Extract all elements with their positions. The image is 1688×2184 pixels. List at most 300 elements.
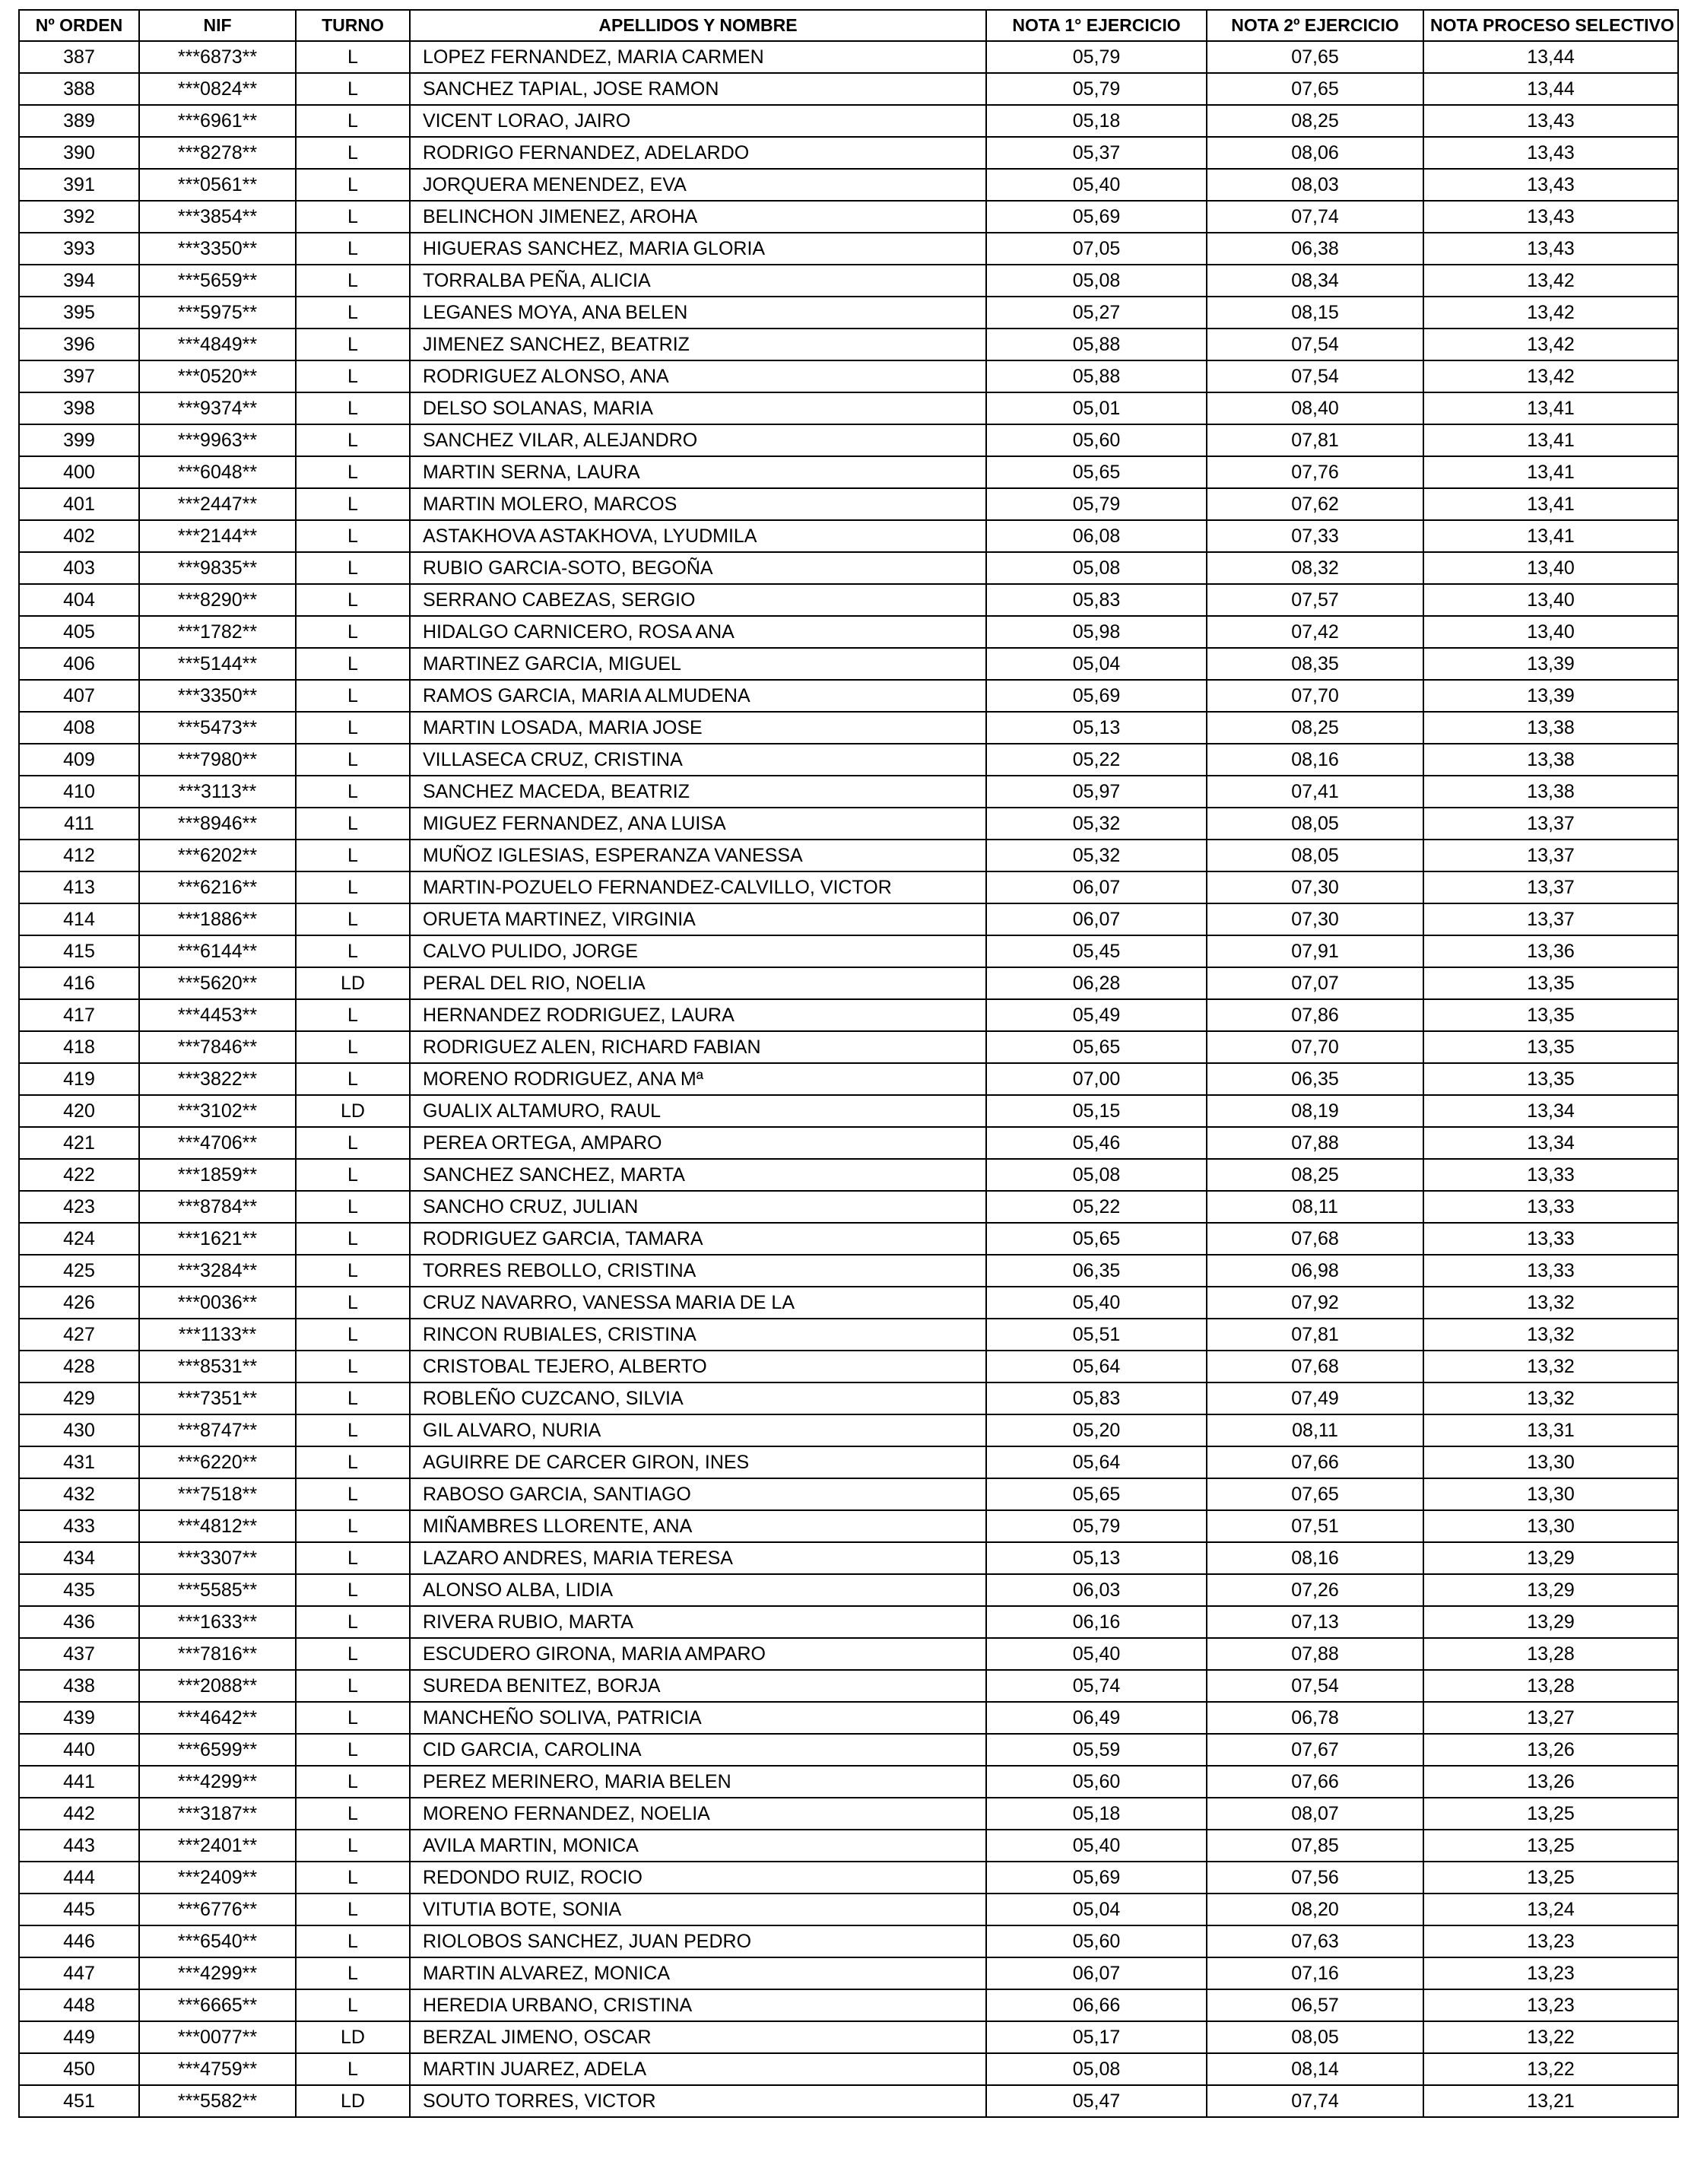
table-row [19, 1989, 1678, 2021]
cell-nota-2: 07,66 [1207, 1766, 1423, 1798]
cell-nif: ***0036** [139, 1287, 296, 1319]
cell-turno: L [296, 1670, 410, 1702]
cell-nota-final: 13,33 [1423, 1255, 1678, 1287]
cell-orden: 424 [19, 1223, 139, 1255]
cell-nombre: MORENO RODRIGUEZ, ANA Mª [410, 1063, 986, 1095]
cell-nota-1: 05,69 [986, 680, 1207, 712]
cell-nota-1: 07,00 [986, 1063, 1207, 1095]
cell-turno: L [296, 776, 410, 808]
table-row [19, 392, 1678, 424]
cell-nota-1: 05,49 [986, 999, 1207, 1031]
cell-nota-2: 07,85 [1207, 1830, 1423, 1862]
cell-nota-final: 13,41 [1423, 488, 1678, 520]
cell-turno: L [296, 392, 410, 424]
cell-nota-final: 13,39 [1423, 648, 1678, 680]
cell-nota-1: 05,64 [986, 1446, 1207, 1478]
cell-orden: 420 [19, 1095, 139, 1127]
cell-nota-1: 05,88 [986, 360, 1207, 392]
cell-turno: L [296, 1255, 410, 1287]
cell-turno: LD [296, 2021, 410, 2053]
cell-nota-2: 07,92 [1207, 1287, 1423, 1319]
cell-nota-1: 05,32 [986, 808, 1207, 840]
cell-nota-2: 07,68 [1207, 1351, 1423, 1382]
cell-nota-final: 13,37 [1423, 808, 1678, 840]
cell-orden: 387 [19, 41, 139, 73]
table-row [19, 1255, 1678, 1287]
cell-nota-1: 06,08 [986, 520, 1207, 552]
cell-nif: ***5582** [139, 2085, 296, 2117]
cell-nif: ***8784** [139, 1191, 296, 1223]
table-row [19, 201, 1678, 233]
cell-nota-1: 06,66 [986, 1989, 1207, 2021]
cell-turno: L [296, 808, 410, 840]
cell-orden: 448 [19, 1989, 139, 2021]
cell-nota-1: 05,32 [986, 840, 1207, 871]
cell-nota-2: 08,32 [1207, 552, 1423, 584]
cell-orden: 430 [19, 1414, 139, 1446]
cell-nombre: PEREZ MERINERO, MARIA BELEN [410, 1766, 986, 1798]
cell-turno: L [296, 297, 410, 329]
cell-nota-1: 06,07 [986, 871, 1207, 903]
cell-nombre: JORQUERA MENENDEZ, EVA [410, 169, 986, 201]
cell-orden: 434 [19, 1542, 139, 1574]
cell-nombre: HEREDIA URBANO, CRISTINA [410, 1989, 986, 2021]
cell-nif: ***4642** [139, 1702, 296, 1734]
cell-orden: 441 [19, 1766, 139, 1798]
cell-orden: 392 [19, 201, 139, 233]
cell-nif: ***9835** [139, 552, 296, 584]
cell-turno: L [296, 520, 410, 552]
cell-nombre: MARTIN LOSADA, MARIA JOSE [410, 712, 986, 744]
cell-nombre: ASTAKHOVA ASTAKHOVA, LYUDMILA [410, 520, 986, 552]
table-row [19, 1734, 1678, 1766]
cell-nif: ***6216** [139, 871, 296, 903]
cell-nota-final: 13,32 [1423, 1319, 1678, 1351]
cell-turno: L [296, 360, 410, 392]
table-body [19, 41, 1678, 2117]
cell-nota-2: 07,81 [1207, 1319, 1423, 1351]
cell-nota-final: 13,28 [1423, 1670, 1678, 1702]
cell-nif: ***6599** [139, 1734, 296, 1766]
cell-nombre: TORRES REBOLLO, CRISTINA [410, 1255, 986, 1287]
cell-nota-final: 13,30 [1423, 1446, 1678, 1478]
cell-nombre: RAMOS GARCIA, MARIA ALMUDENA [410, 680, 986, 712]
cell-turno: L [296, 552, 410, 584]
cell-nota-final: 13,30 [1423, 1510, 1678, 1542]
table-row [19, 552, 1678, 584]
cell-nombre: CRUZ NAVARRO, VANESSA MARIA DE LA [410, 1287, 986, 1319]
table-row [19, 1351, 1678, 1382]
cell-nota-final: 13,40 [1423, 616, 1678, 648]
cell-nombre: CID GARCIA, CAROLINA [410, 1734, 986, 1766]
cell-nombre: MUÑOZ IGLESIAS, ESPERANZA VANESSA [410, 840, 986, 871]
cell-nif: ***8747** [139, 1414, 296, 1446]
cell-orden: 439 [19, 1702, 139, 1734]
cell-nota-2: 07,57 [1207, 584, 1423, 616]
cell-nombre: RUBIO GARCIA-SOTO, BEGOÑA [410, 552, 986, 584]
cell-nif: ***8290** [139, 584, 296, 616]
cell-turno: L [296, 1734, 410, 1766]
cell-nif: ***7351** [139, 1382, 296, 1414]
table-row [19, 2053, 1678, 2085]
cell-orden: 403 [19, 552, 139, 584]
column-header-nota-final: NOTA PROCESO SELECTIVO [1423, 10, 1678, 41]
table-row [19, 1063, 1678, 1095]
cell-orden: 426 [19, 1287, 139, 1319]
cell-nif: ***3307** [139, 1542, 296, 1574]
cell-orden: 388 [19, 73, 139, 105]
cell-nif: ***6776** [139, 1894, 296, 1925]
cell-nota-final: 13,42 [1423, 297, 1678, 329]
cell-nif: ***9374** [139, 392, 296, 424]
cell-nota-final: 13,44 [1423, 41, 1678, 73]
cell-turno: L [296, 935, 410, 967]
cell-nota-2: 08,25 [1207, 105, 1423, 137]
cell-nota-final: 13,32 [1423, 1351, 1678, 1382]
cell-turno: L [296, 1510, 410, 1542]
cell-nota-2: 07,33 [1207, 520, 1423, 552]
cell-orden: 409 [19, 744, 139, 776]
cell-nota-1: 07,05 [986, 233, 1207, 265]
cell-nota-2: 07,74 [1207, 2085, 1423, 2117]
cell-nif: ***2401** [139, 1830, 296, 1862]
cell-nota-1: 05,27 [986, 297, 1207, 329]
cell-nota-1: 05,40 [986, 169, 1207, 201]
cell-nif: ***3187** [139, 1798, 296, 1830]
cell-nota-final: 13,25 [1423, 1830, 1678, 1862]
results-table [18, 9, 1679, 2118]
cell-nota-final: 13,36 [1423, 935, 1678, 967]
cell-nota-1: 05,40 [986, 1287, 1207, 1319]
table-row [19, 297, 1678, 329]
cell-nif: ***0824** [139, 73, 296, 105]
cell-orden: 427 [19, 1319, 139, 1351]
cell-orden: 451 [19, 2085, 139, 2117]
table-row [19, 105, 1678, 137]
table-row [19, 1478, 1678, 1510]
table-row [19, 2021, 1678, 2053]
cell-turno: L [296, 1414, 410, 1446]
cell-turno: L [296, 1606, 410, 1638]
cell-orden: 444 [19, 1862, 139, 1894]
cell-nota-1: 05,04 [986, 1894, 1207, 1925]
cell-nombre: MIÑAMBRES LLORENTE, ANA [410, 1510, 986, 1542]
cell-nif: ***1633** [139, 1606, 296, 1638]
cell-orden: 423 [19, 1191, 139, 1223]
cell-nif: ***6540** [139, 1925, 296, 1957]
cell-nota-2: 07,74 [1207, 201, 1423, 233]
cell-nota-2: 08,25 [1207, 1159, 1423, 1191]
cell-orden: 390 [19, 137, 139, 169]
cell-nif: ***9963** [139, 424, 296, 456]
cell-orden: 445 [19, 1894, 139, 1925]
cell-nombre: MIGUEZ FERNANDEZ, ANA LUISA [410, 808, 986, 840]
cell-nota-1: 06,49 [986, 1702, 1207, 1734]
cell-nota-2: 08,14 [1207, 2053, 1423, 2085]
cell-nota-2: 07,65 [1207, 1478, 1423, 1510]
cell-nif: ***0561** [139, 169, 296, 201]
cell-nombre: GIL ALVARO, NURIA [410, 1414, 986, 1446]
table-row [19, 137, 1678, 169]
cell-nota-1: 05,79 [986, 1510, 1207, 1542]
cell-nombre: HERNANDEZ RODRIGUEZ, LAURA [410, 999, 986, 1031]
cell-nota-2: 06,98 [1207, 1255, 1423, 1287]
cell-nota-1: 05,40 [986, 1638, 1207, 1670]
cell-nota-2: 07,86 [1207, 999, 1423, 1031]
table-row [19, 1287, 1678, 1319]
table-row [19, 903, 1678, 935]
cell-nota-final: 13,22 [1423, 2021, 1678, 2053]
cell-nota-2: 08,34 [1207, 265, 1423, 297]
cell-orden: 437 [19, 1638, 139, 1670]
table-row [19, 808, 1678, 840]
table-row [19, 1510, 1678, 1542]
cell-nombre: RODRIGO FERNANDEZ, ADELARDO [410, 137, 986, 169]
column-header-nota-1: NOTA 1° EJERCICIO [986, 10, 1207, 41]
cell-nota-final: 13,33 [1423, 1191, 1678, 1223]
table-row [19, 1127, 1678, 1159]
cell-nif: ***7816** [139, 1638, 296, 1670]
table-row [19, 616, 1678, 648]
table-row [19, 1894, 1678, 1925]
cell-nombre: RIVERA RUBIO, MARTA [410, 1606, 986, 1638]
cell-orden: 413 [19, 871, 139, 903]
cell-turno: L [296, 1542, 410, 1574]
cell-nota-1: 05,88 [986, 329, 1207, 360]
cell-turno: L [296, 1127, 410, 1159]
cell-turno: L [296, 2053, 410, 2085]
table-row [19, 360, 1678, 392]
cell-nota-2: 08,19 [1207, 1095, 1423, 1127]
cell-orden: 442 [19, 1798, 139, 1830]
cell-nif: ***4706** [139, 1127, 296, 1159]
cell-nota-final: 13,43 [1423, 137, 1678, 169]
table-row [19, 1382, 1678, 1414]
cell-nota-final: 13,29 [1423, 1542, 1678, 1574]
cell-nota-1: 05,83 [986, 584, 1207, 616]
cell-nota-final: 13,25 [1423, 1798, 1678, 1830]
cell-turno: L [296, 488, 410, 520]
cell-nota-1: 05,18 [986, 1798, 1207, 1830]
cell-nota-1: 05,64 [986, 1351, 1207, 1382]
cell-turno: L [296, 1382, 410, 1414]
cell-nota-2: 08,16 [1207, 744, 1423, 776]
cell-orden: 425 [19, 1255, 139, 1287]
cell-turno: L [296, 1638, 410, 1670]
cell-nif: ***3350** [139, 680, 296, 712]
cell-nota-2: 07,49 [1207, 1382, 1423, 1414]
cell-nota-final: 13,35 [1423, 967, 1678, 999]
cell-nota-2: 07,68 [1207, 1223, 1423, 1255]
cell-nombre: HIGUERAS SANCHEZ, MARIA GLORIA [410, 233, 986, 265]
table-row [19, 1159, 1678, 1191]
cell-nif: ***2409** [139, 1862, 296, 1894]
cell-nombre: VILLASECA CRUZ, CRISTINA [410, 744, 986, 776]
cell-turno: L [296, 1478, 410, 1510]
cell-orden: 396 [19, 329, 139, 360]
cell-nif: ***3102** [139, 1095, 296, 1127]
cell-nota-1: 06,35 [986, 1255, 1207, 1287]
table-row [19, 1925, 1678, 1957]
cell-nota-2: 08,03 [1207, 169, 1423, 201]
cell-nif: ***5975** [139, 297, 296, 329]
cell-nif: ***4299** [139, 1957, 296, 1989]
cell-nota-2: 06,38 [1207, 233, 1423, 265]
cell-nota-1: 05,65 [986, 1031, 1207, 1063]
cell-nombre: ROBLEÑO CUZCANO, SILVIA [410, 1382, 986, 1414]
cell-nombre: JIMENEZ SANCHEZ, BEATRIZ [410, 329, 986, 360]
cell-nota-final: 13,23 [1423, 1925, 1678, 1957]
cell-nombre: LEGANES MOYA, ANA BELEN [410, 297, 986, 329]
cell-nif: ***3350** [139, 233, 296, 265]
cell-nota-2: 07,70 [1207, 680, 1423, 712]
cell-turno: LD [296, 2085, 410, 2117]
cell-nota-2: 07,13 [1207, 1606, 1423, 1638]
cell-orden: 395 [19, 297, 139, 329]
table-row [19, 1798, 1678, 1830]
cell-orden: 391 [19, 169, 139, 201]
table-row [19, 1670, 1678, 1702]
cell-nota-2: 08,11 [1207, 1191, 1423, 1223]
column-header-turno: TURNO [296, 10, 410, 41]
cell-nif: ***5144** [139, 648, 296, 680]
cell-nota-2: 07,07 [1207, 967, 1423, 999]
cell-turno: L [296, 201, 410, 233]
cell-nota-2: 06,78 [1207, 1702, 1423, 1734]
cell-orden: 449 [19, 2021, 139, 2053]
cell-nota-final: 13,29 [1423, 1574, 1678, 1606]
cell-nif: ***5473** [139, 712, 296, 744]
cell-turno: L [296, 744, 410, 776]
cell-nota-1: 05,60 [986, 1925, 1207, 1957]
cell-turno: L [296, 648, 410, 680]
cell-turno: L [296, 105, 410, 137]
cell-turno: L [296, 1702, 410, 1734]
cell-nota-2: 07,41 [1207, 776, 1423, 808]
cell-nota-1: 05,46 [986, 1127, 1207, 1159]
cell-nota-2: 07,54 [1207, 329, 1423, 360]
table-row [19, 1957, 1678, 1989]
cell-nota-final: 13,29 [1423, 1606, 1678, 1638]
cell-nota-1: 06,07 [986, 903, 1207, 935]
cell-nif: ***1782** [139, 616, 296, 648]
cell-turno: LD [296, 967, 410, 999]
column-header-nif: NIF [139, 10, 296, 41]
cell-orden: 400 [19, 456, 139, 488]
cell-nota-2: 07,65 [1207, 41, 1423, 73]
cell-nombre: SANCHEZ MACEDA, BEATRIZ [410, 776, 986, 808]
cell-nif: ***4849** [139, 329, 296, 360]
cell-orden: 419 [19, 1063, 139, 1095]
cell-turno: L [296, 1287, 410, 1319]
cell-nombre: SANCHEZ VILAR, ALEJANDRO [410, 424, 986, 456]
table-row [19, 1862, 1678, 1894]
table-row [19, 73, 1678, 105]
cell-nombre: MORENO FERNANDEZ, NOELIA [410, 1798, 986, 1830]
cell-nombre: SANCHEZ TAPIAL, JOSE RAMON [410, 73, 986, 105]
cell-turno: L [296, 1989, 410, 2021]
cell-nota-1: 05,60 [986, 1766, 1207, 1798]
cell-nota-2: 07,26 [1207, 1574, 1423, 1606]
cell-nota-final: 13,23 [1423, 1957, 1678, 1989]
table-row [19, 744, 1678, 776]
cell-nif: ***0520** [139, 360, 296, 392]
cell-nif: ***4453** [139, 999, 296, 1031]
cell-nif: ***5659** [139, 265, 296, 297]
table-row [19, 169, 1678, 201]
cell-nota-2: 07,16 [1207, 1957, 1423, 1989]
cell-nota-final: 13,38 [1423, 744, 1678, 776]
cell-nota-2: 07,56 [1207, 1862, 1423, 1894]
cell-nota-final: 13,27 [1423, 1702, 1678, 1734]
cell-nota-1: 05,13 [986, 712, 1207, 744]
cell-nif: ***3854** [139, 201, 296, 233]
cell-nota-final: 13,39 [1423, 680, 1678, 712]
cell-turno: L [296, 1223, 410, 1255]
table-row [19, 776, 1678, 808]
cell-nota-final: 13,34 [1423, 1127, 1678, 1159]
table-row [19, 1446, 1678, 1478]
cell-nota-2: 07,30 [1207, 903, 1423, 935]
cell-nota-1: 05,15 [986, 1095, 1207, 1127]
cell-nota-1: 06,07 [986, 1957, 1207, 1989]
cell-nota-2: 06,57 [1207, 1989, 1423, 2021]
cell-orden: 405 [19, 616, 139, 648]
cell-nota-2: 08,07 [1207, 1798, 1423, 1830]
cell-orden: 429 [19, 1382, 139, 1414]
cell-nota-2: 07,66 [1207, 1446, 1423, 1478]
cell-nota-2: 08,15 [1207, 297, 1423, 329]
cell-turno: L [296, 456, 410, 488]
cell-nota-2: 07,88 [1207, 1638, 1423, 1670]
cell-nota-1: 05,59 [986, 1734, 1207, 1766]
cell-nombre: PERAL DEL RIO, NOELIA [410, 967, 986, 999]
cell-nif: ***8278** [139, 137, 296, 169]
cell-nombre: RINCON RUBIALES, CRISTINA [410, 1319, 986, 1351]
cell-nombre: MANCHEÑO SOLIVA, PATRICIA [410, 1702, 986, 1734]
cell-nota-2: 07,65 [1207, 73, 1423, 105]
cell-nota-final: 13,43 [1423, 105, 1678, 137]
cell-nota-1: 05,65 [986, 456, 1207, 488]
cell-nota-final: 13,42 [1423, 265, 1678, 297]
table-row [19, 1574, 1678, 1606]
cell-turno: L [296, 1766, 410, 1798]
cell-nombre: LAZARO ANDRES, MARIA TERESA [410, 1542, 986, 1574]
cell-turno: L [296, 1798, 410, 1830]
cell-nota-final: 13,25 [1423, 1862, 1678, 1894]
cell-nota-1: 05,79 [986, 488, 1207, 520]
cell-nota-final: 13,28 [1423, 1638, 1678, 1670]
cell-orden: 416 [19, 967, 139, 999]
cell-nombre: BELINCHON JIMENEZ, AROHA [410, 201, 986, 233]
cell-nota-2: 08,05 [1207, 808, 1423, 840]
cell-nota-2: 08,16 [1207, 1542, 1423, 1574]
cell-orden: 410 [19, 776, 139, 808]
table-row [19, 1319, 1678, 1351]
cell-turno: L [296, 1031, 410, 1063]
cell-nota-final: 13,42 [1423, 360, 1678, 392]
cell-nota-final: 13,26 [1423, 1766, 1678, 1798]
cell-orden: 411 [19, 808, 139, 840]
cell-nota-final: 13,32 [1423, 1287, 1678, 1319]
cell-nota-1: 05,01 [986, 392, 1207, 424]
cell-nota-1: 05,08 [986, 2053, 1207, 2085]
cell-nif: ***1859** [139, 1159, 296, 1191]
cell-nota-final: 13,43 [1423, 201, 1678, 233]
cell-nombre: GUALIX ALTAMURO, RAUL [410, 1095, 986, 1127]
cell-nota-2: 08,35 [1207, 648, 1423, 680]
cell-nota-2: 07,30 [1207, 871, 1423, 903]
